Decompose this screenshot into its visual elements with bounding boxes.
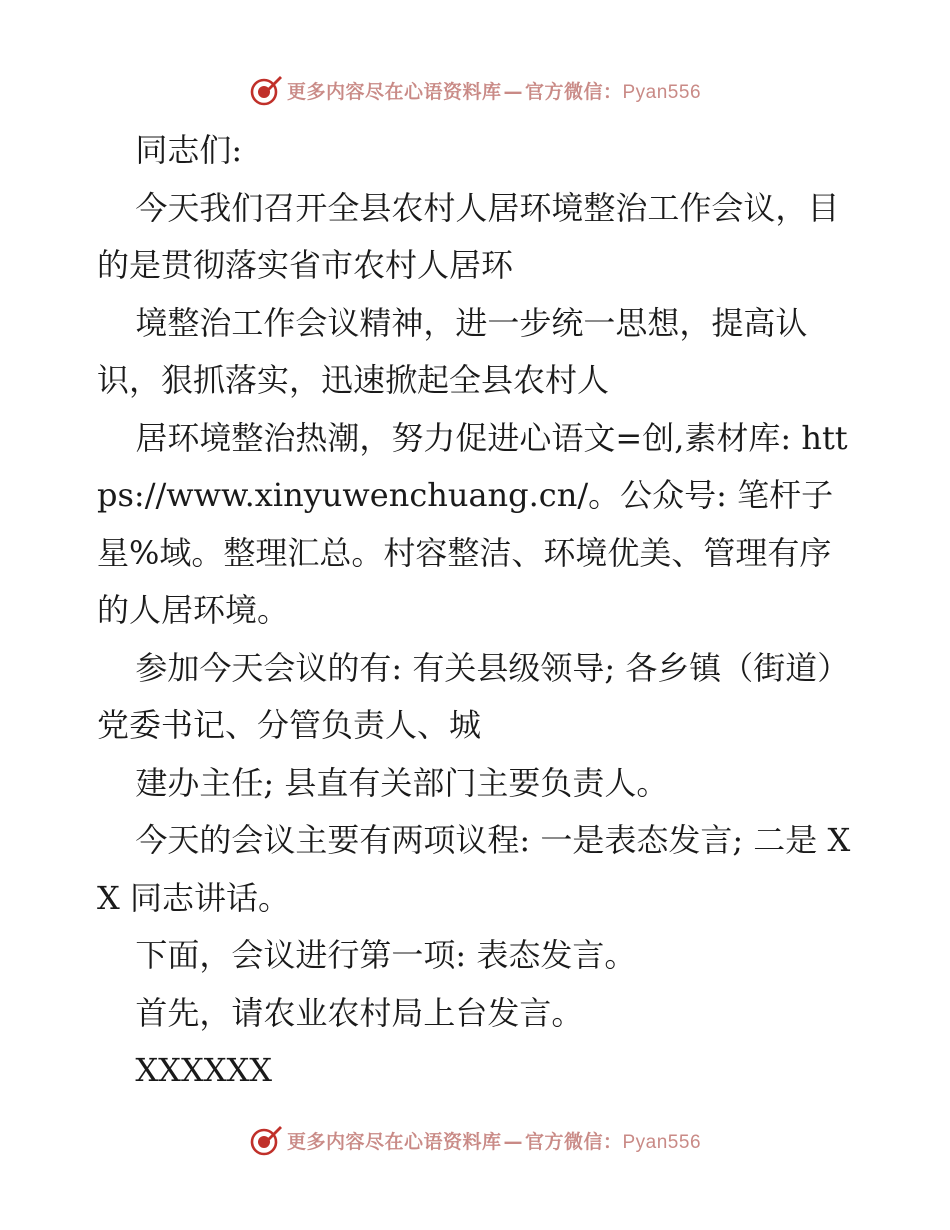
header-text (287, 77, 701, 104)
paragraph-first-item: 下面，会议进行第一项: 表态发言。 (135, 936, 637, 974)
quill-logo-icon (249, 1123, 283, 1157)
document-body (97, 122, 857, 1100)
header-banner (0, 70, 950, 110)
quill-logo-icon (249, 73, 283, 107)
header-site-text: 更多内容尽在心语资料库 (286, 80, 502, 103)
paragraph-agenda: 今天的会议主要有两项议程: 一是表态发言; 二是 XX 同志讲话。 (97, 821, 851, 917)
footer-wechat-id: Pyan556 (622, 1131, 702, 1153)
paragraph-attendees-cont: 建办主任; 县直有关部门主要负责人。 (135, 763, 669, 802)
header-wechat-id: Pyan556 (622, 81, 702, 103)
footer-text (287, 1127, 701, 1154)
footer-wechat-label: 官方微信： (524, 1130, 623, 1153)
header-wechat-label: 官方微信： (524, 80, 623, 103)
paragraph-attendees: 参加今天会议的有: 有关县级领导; 各乡镇（街道）党委书记、分管负责人、城 (97, 648, 850, 744)
footer-separator: — (503, 1130, 523, 1153)
paragraph-purpose: 今天我们召开全县农村人居环境整治工作会议，目的是贯彻落实省市农村人居环 (97, 188, 840, 284)
footer-banner (0, 1120, 950, 1160)
paragraph-purpose-cont2: 居环境整治热潮，努力促进心语文=创,素材库: https://www.xinyuwenchuang.cn/。公众号: 笔杆子星%域。整理汇总。村容整洁、环境优美、管理有序的人居环境。 (97, 418, 848, 629)
paragraph-placeholder: XXXXXX (135, 1051, 273, 1089)
footer-site-text: 更多内容尽在心语资料库 (286, 1130, 502, 1153)
paragraph-greeting: 同志们: (135, 131, 243, 169)
paragraph-first-speaker: 首先，请农业农村局上台发言。 (135, 993, 584, 1032)
paragraph-purpose-cont: 境整治工作会议精神，进一步统一思想，提高认识，狠抓落实，迅速掀起全县农村人 (97, 303, 808, 399)
header-separator: — (503, 80, 523, 103)
